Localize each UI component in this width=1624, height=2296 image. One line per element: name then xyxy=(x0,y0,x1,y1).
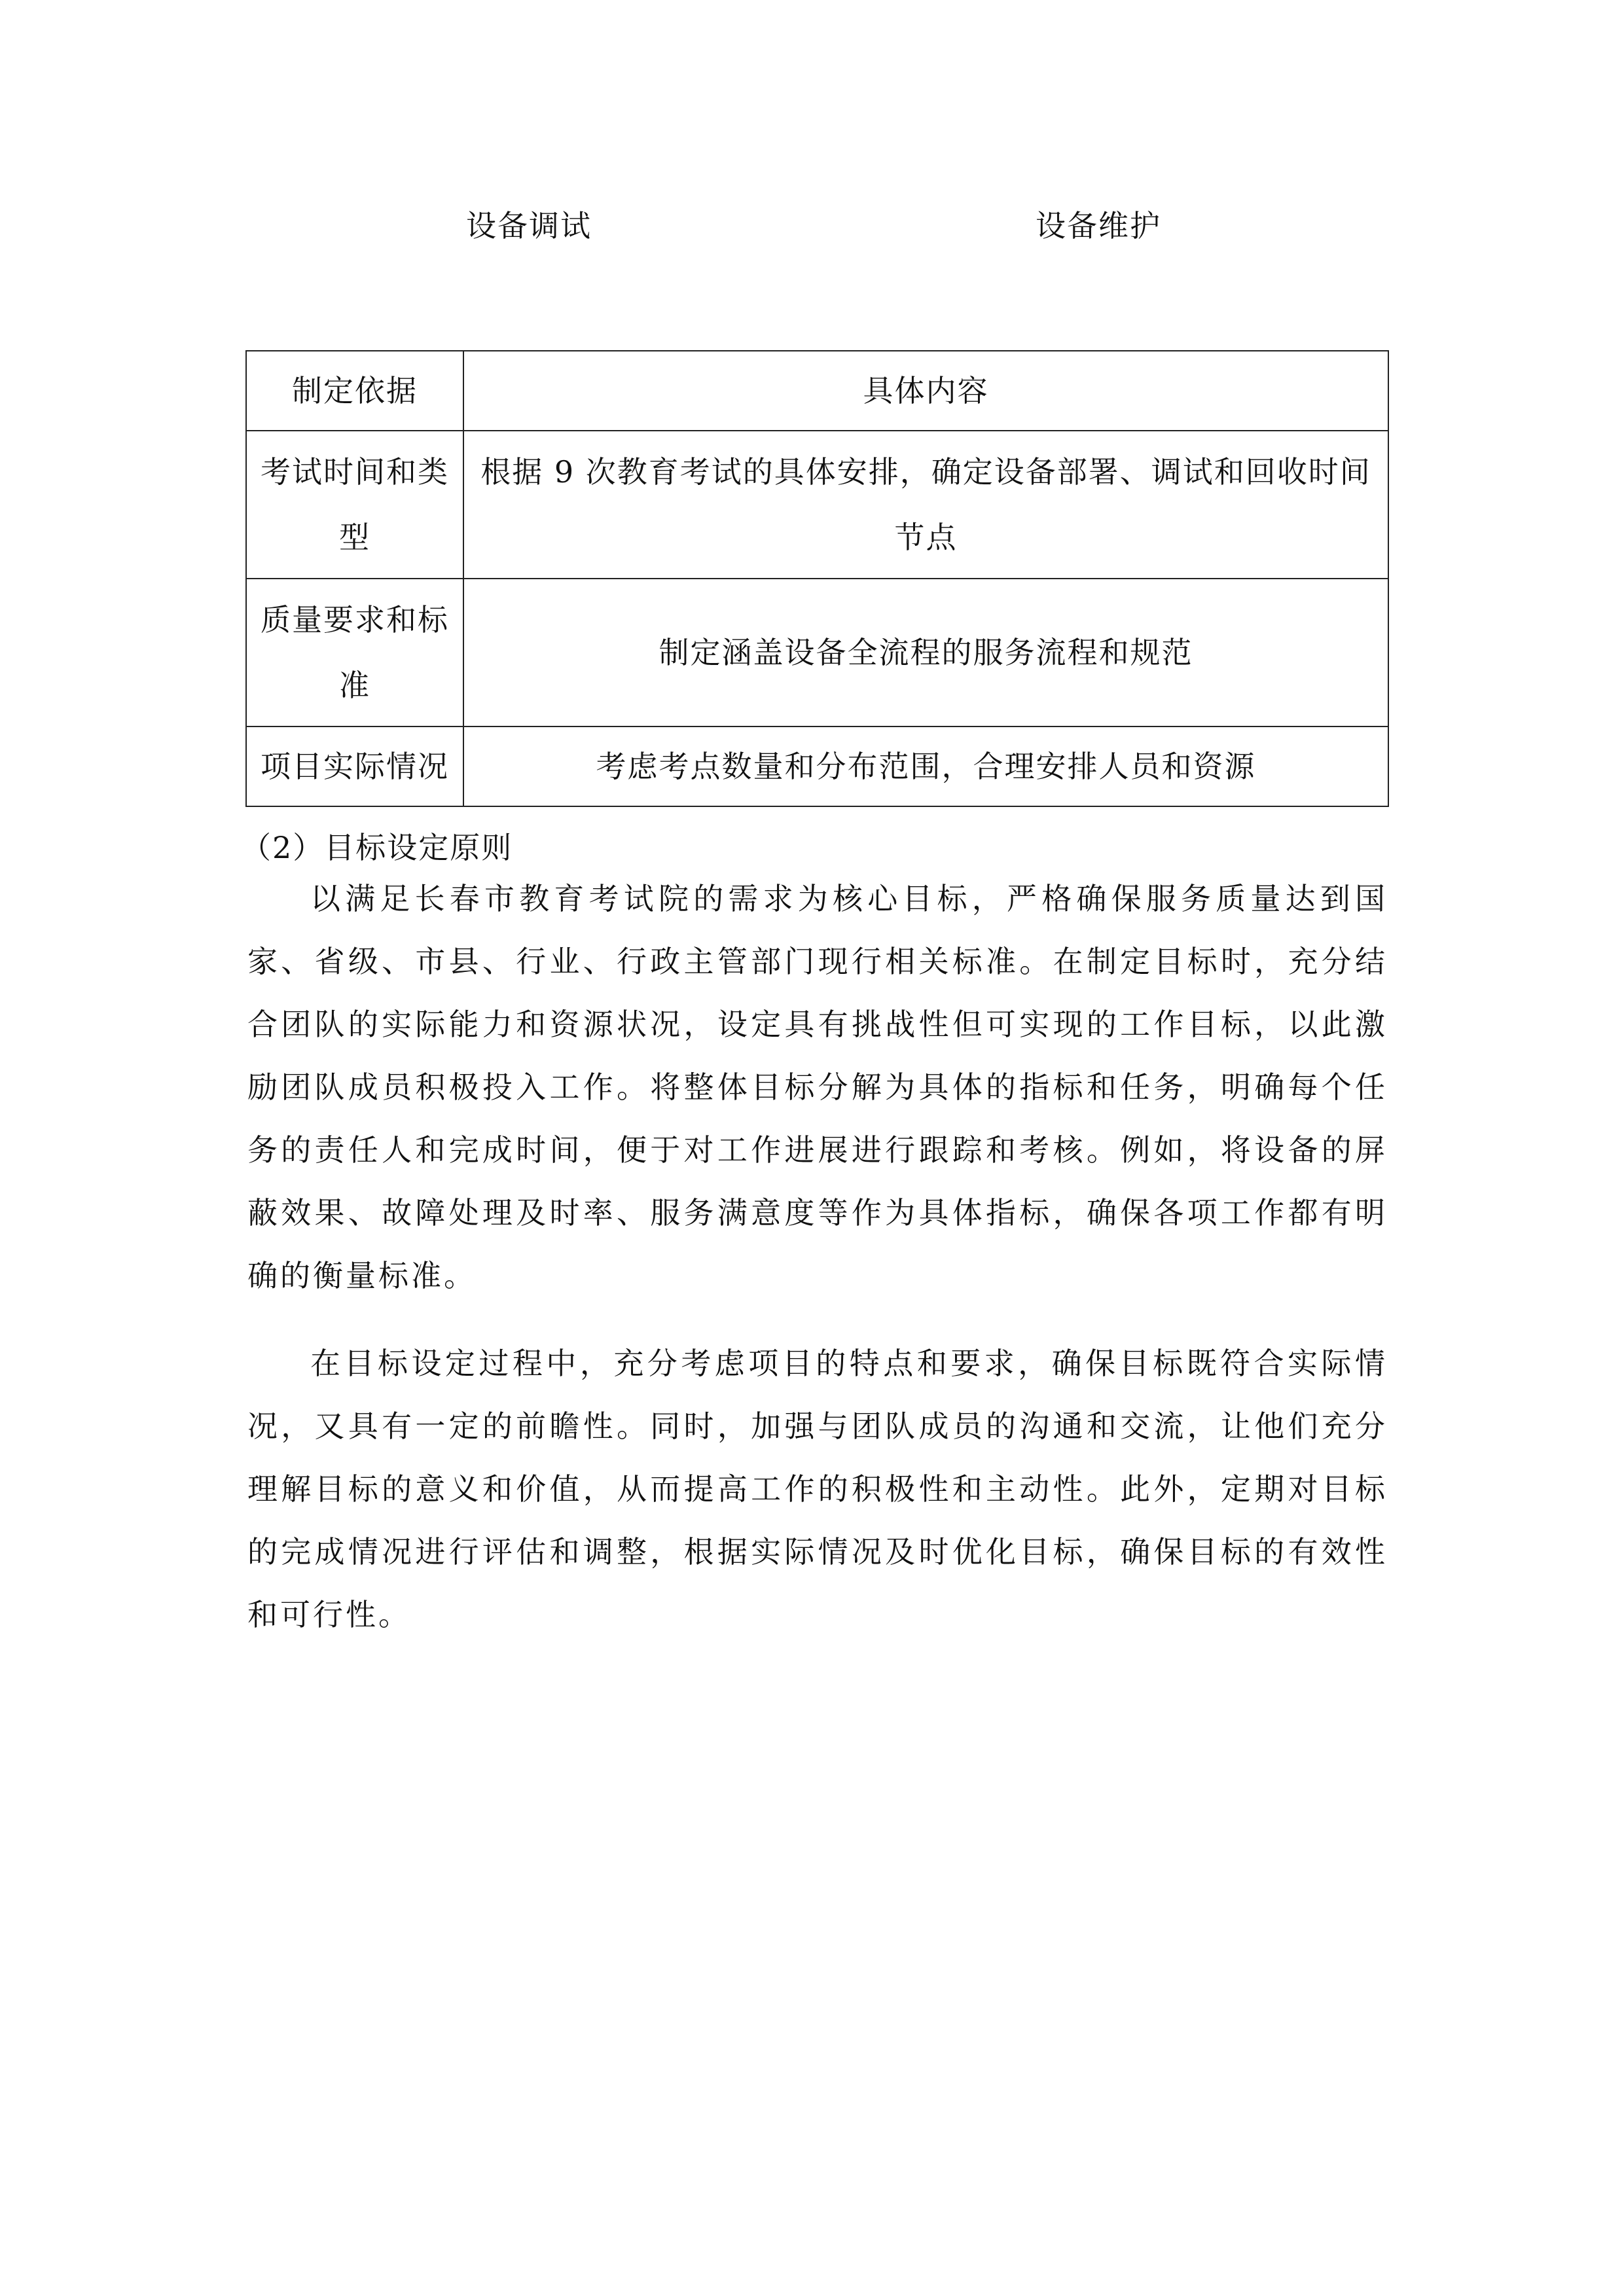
section-heading: （2）目标设定原则 xyxy=(241,830,513,865)
table-row xyxy=(246,579,1388,726)
device-debugging-label: 设备调试 xyxy=(466,208,592,243)
paragraph: 在目标设定过程中，充分考虑项目的特点和要求，确保目标既符合实际情况，又具有一定的前瞻性。同时，加强与团队成员的沟通和交流，让他们充分理解目标的意义和价值，从而提高工作的积极性和主动性。此外，定期对目标的完成情况进行评估和调整，根据实际情况及时优化目标，确保目标的有效性和可行性。 xyxy=(247,1346,1388,1632)
content-cell: 根据 9 次教育考试的具体安排，确定设备部署、调试和回收时间节点 xyxy=(463,431,1388,579)
criteria-table xyxy=(245,350,1389,807)
table-header-row xyxy=(246,351,1388,431)
header-content: 具体内容 xyxy=(463,351,1388,431)
content-cell: 考虑考点数量和分布范围，合理安排人员和资源 xyxy=(463,726,1388,806)
basis-cell: 项目实际情况 xyxy=(246,726,463,806)
paragraph: 以满足长春市教育考试院的需求为核心目标，严格确保服务质量达到国家、省级、市县、行业、行政主管部门现行相关标准。在制定目标时，充分结合团队的实际能力和资源状况，设定具有挑战性但可实现的工作目标，以此激励团队成员积极投入工作。将整体目标分解为具体的指标和任务，明确每个任务的责任人和完成时间，便于对工作进展进行跟踪和考核。例如，将设备的屏蔽效果、故障处理及时率、服务满意度等作为具体指标，确保各项工作都有明确的衡量标准。 xyxy=(247,881,1388,1293)
header-basis: 制定依据 xyxy=(246,351,463,431)
basis-cell: 质量要求和标准 xyxy=(246,579,463,726)
basis-cell: 考试时间和类型 xyxy=(246,431,463,579)
content-cell: 制定涵盖设备全流程的服务流程和规范 xyxy=(463,579,1388,726)
table-row xyxy=(246,431,1388,579)
table-row xyxy=(246,726,1388,806)
device-maintenance-label: 设备维护 xyxy=(1036,208,1161,243)
